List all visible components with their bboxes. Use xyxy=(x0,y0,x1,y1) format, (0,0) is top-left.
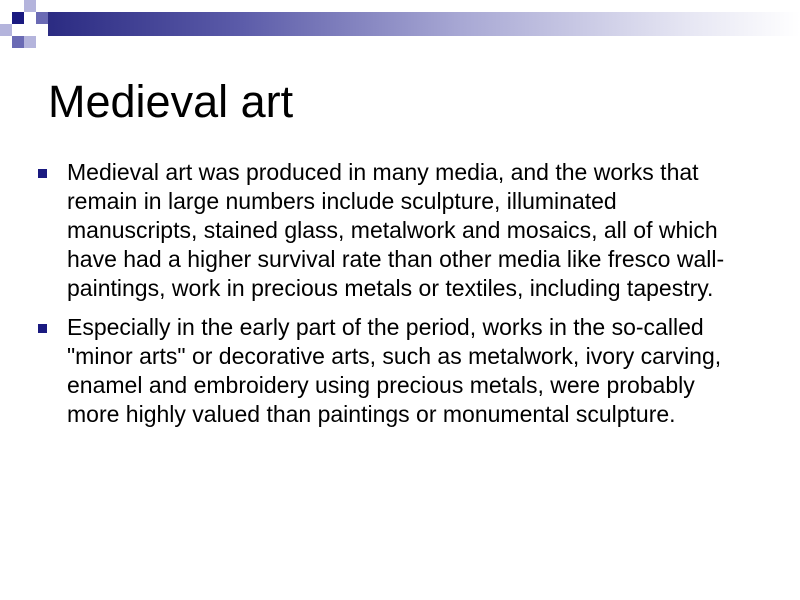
corner-square-icon xyxy=(12,36,24,48)
corner-square-icon xyxy=(12,12,24,24)
corner-square-icon xyxy=(24,36,36,48)
corner-square-icon xyxy=(24,0,36,12)
square-bullet-icon xyxy=(38,324,47,333)
corner-square-icon xyxy=(36,12,48,24)
bullet-text: Especially in the early part of the period, works in the so-called "minor arts" or decorative arts, such as metalwork, ivory carving, enamel and embroidery using precious metals, were probably more highly valued than paintings or monumental sculpture. xyxy=(67,314,722,427)
bullet-item xyxy=(36,313,748,429)
bullet-text: Medieval art was produced in many media, and the works that remain in large numbers include sculpture, illuminated manuscripts, stained glass, metalwork and mosaics, all of which have had a higher survival rate than other media like fresco wall-paintings, work in precious metals or textiles, including tapestry. xyxy=(67,159,725,301)
square-bullet-icon xyxy=(38,169,47,178)
corner-square-icon xyxy=(0,24,12,36)
bullet-item xyxy=(36,158,748,303)
title-gradient-band xyxy=(48,12,800,36)
bullet-list xyxy=(36,158,748,439)
slide-title: Medieval art xyxy=(48,76,294,127)
